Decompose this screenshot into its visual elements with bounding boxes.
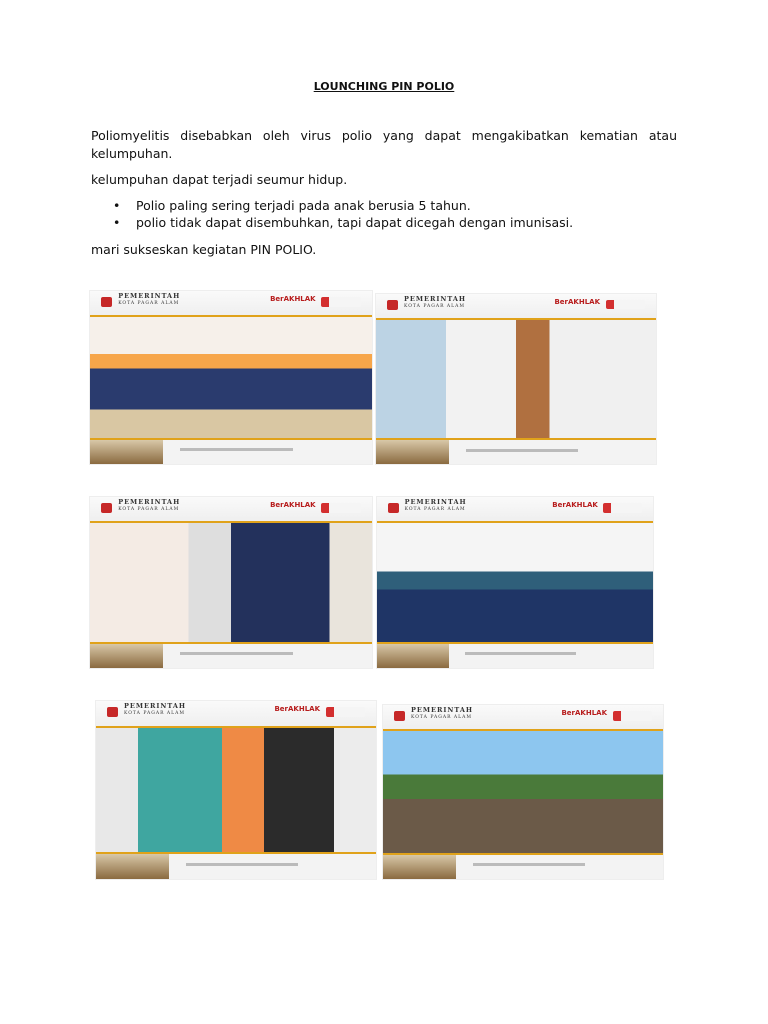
banner-subtitle: KOTA PAGAR ALAM [118, 301, 180, 307]
paragraph-paralysis: kelumpuhan dapat terjadi seumur hidup. [91, 172, 348, 187]
photo-banner-header [377, 497, 653, 523]
banner-subtitle: KOTA PAGAR ALAM [118, 507, 180, 513]
photo-vaccination-2 [96, 701, 376, 879]
banner-subtitle: KOTA PAGAR ALAM [404, 304, 465, 310]
banner-title: PEMERINTAH [411, 706, 474, 715]
bullet-list [91, 197, 677, 231]
city-logo-icon [387, 300, 398, 310]
photo-scene [90, 523, 372, 644]
photo-banner-header [376, 294, 656, 320]
bangga-logo-icon [603, 503, 642, 513]
photo-banner-footer [376, 438, 656, 464]
city-logo-icon [101, 503, 112, 513]
berakhlak-logo: BerAKHLAK [561, 709, 607, 718]
bangga-logo-icon [613, 711, 652, 721]
photo-scene [376, 320, 656, 441]
paragraph-call-to-action: mari sukseskan kegiatan PIN POLIO. [91, 242, 317, 257]
document-title: LOUNCHING PIN POLIO [313, 80, 455, 93]
berakhlak-logo: BerAKHLAK [554, 298, 600, 307]
photo-banner-header [96, 701, 376, 728]
bangga-logo-icon [321, 297, 360, 307]
building-icon [377, 644, 449, 668]
photo-group [377, 497, 653, 668]
photo-balloons [383, 705, 663, 879]
building-icon [90, 644, 163, 668]
building-icon [383, 855, 456, 879]
banner-title: PEMERINTAH [124, 702, 187, 711]
photo-scene [96, 728, 376, 854]
list-item: • polio tidak dapat disembuhkan, tapi dapat dicegah dengan imunisasi. [91, 214, 677, 231]
berakhlak-logo: BerAKHLAK [274, 705, 320, 714]
building-icon [376, 440, 449, 464]
banner-title: PEMERINTAH [118, 498, 181, 507]
bangga-logo-icon [606, 300, 645, 310]
berakhlak-logo: BerAKHLAK [552, 501, 598, 510]
photo-speech [376, 294, 656, 464]
photo-scene [377, 523, 653, 644]
banner-title: PEMERINTAH [404, 295, 467, 304]
list-item: • Polio paling sering terjadi pada anak berusia 5 tahun. [91, 197, 677, 214]
banner-subtitle: KOTA PAGAR ALAM [404, 507, 466, 513]
photo-banner-footer [377, 642, 653, 668]
berakhlak-logo: BerAKHLAK [270, 295, 316, 304]
banner-title: PEMERINTAH [404, 498, 467, 507]
bangga-logo-icon [326, 707, 365, 717]
photo-banner-header [90, 291, 372, 317]
photo-scene [383, 731, 663, 855]
banner-title: PEMERINTAH [118, 292, 181, 301]
city-logo-icon [101, 297, 112, 307]
city-logo-icon [394, 711, 405, 721]
photo-banner-footer [96, 852, 376, 879]
bangga-logo-icon [321, 503, 360, 513]
banner-subtitle: KOTA PAGAR ALAM [411, 715, 472, 721]
banner-subtitle: KOTA PAGAR ALAM [124, 711, 185, 717]
photo-banner-footer [383, 853, 663, 879]
photo-scene [90, 317, 372, 440]
photo-banner-header [90, 497, 372, 523]
city-logo-icon [388, 503, 399, 513]
berakhlak-logo: BerAKHLAK [270, 501, 316, 510]
photo-banner-footer [90, 642, 372, 668]
building-icon [90, 440, 163, 464]
photo-high-five [90, 497, 372, 668]
building-icon [96, 854, 169, 879]
photo-banner-header [383, 705, 663, 731]
photo-banner-footer [90, 438, 372, 464]
city-logo-icon [107, 707, 118, 717]
paragraph-intro: Poliomyelitis disebabkan oleh virus polio yang dapat mengakibatkan kematian atau kelumpuhan. [91, 128, 677, 161]
photo-vaccination-1 [90, 291, 372, 464]
